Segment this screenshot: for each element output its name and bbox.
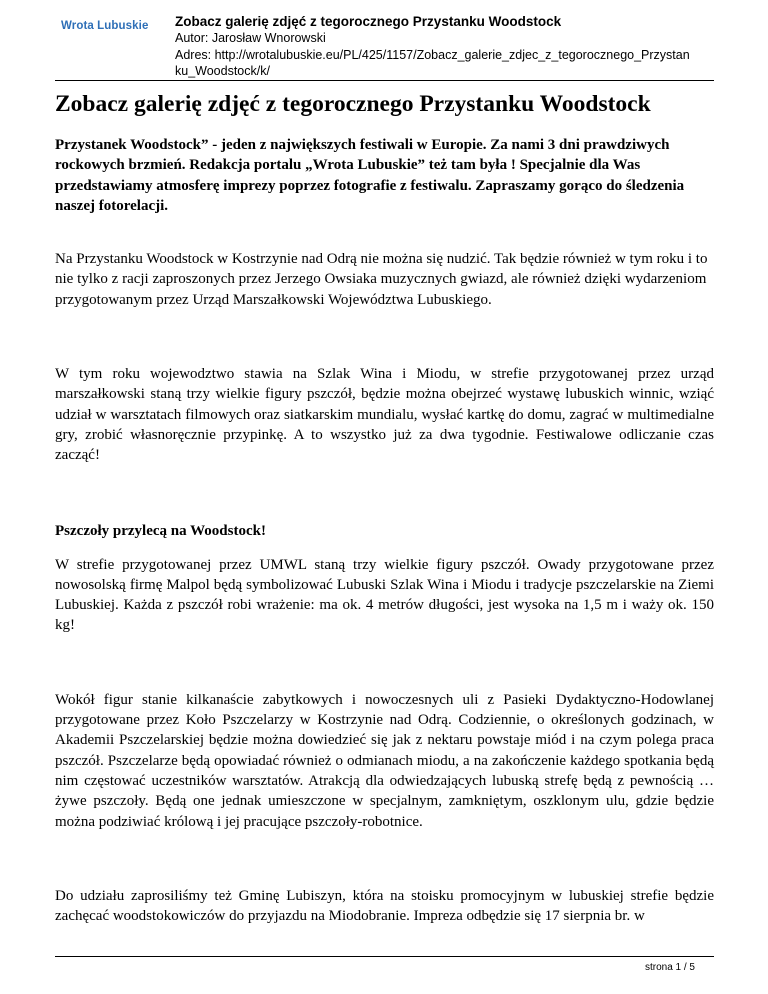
footer-divider <box>55 956 714 957</box>
page-number: strona 1 / 5 <box>644 962 695 973</box>
header-meta <box>175 13 715 80</box>
header-address-line2: ku_Woodstock/k/ <box>175 64 270 78</box>
header-address-line1: Adres: http://wrotalubuskie.eu/PL/425/1157/Zobacz_galerie_zdjec_z_tegorocznego_Przystan <box>175 47 690 62</box>
site-logo: Wrota Lubuskie <box>61 20 149 32</box>
section-subheading: Pszczoły przylecą na Woodstock! <box>55 522 266 539</box>
article-title: Zobacz galerię zdjęć z tegorocznego Przystanku Woodstock <box>55 91 651 117</box>
article-body <box>55 88 714 926</box>
paragraph-1: Na Przystanku Woodstock w Kostrzynie nad Odrą nie można się nudzić. Tak będzie również w tym roku i to nie tylko z racji zaproszonych przez Jerzego Owsiaka muzycznych gwiazd, ale również dzięki wydarzeniom przygotowanym przez Urząd Marszałkowski Województwa Lubuskiego. <box>55 251 708 308</box>
header-title: Zobacz galerię zdjęć z tegorocznego Przystanku Woodstock <box>175 14 562 29</box>
paragraph-3: W strefie przygotowanej przez UMWL staną trzy wielkie figury pszczół. Owady przygotowane przez nowosolską firmę Malpol będą symbolizować Lubuski Szlak Wina i Miodu i tradycje pszczelarskie na Ziemi Lubuskiej. Każda z pszczół robi wrażenie: ma ok. 4 metrów długości, jest wysoka na 1,5 m i waży ok. 150 kg! <box>55 556 714 634</box>
paragraph-4: Wokół figur stanie kilkanaście zabytkowych i nowoczesnych uli z Pasieki Dydaktyczno-Hodowlanej przygotowane przez Koło Pszczelarzy w Kostrzynie nad Odrą. Codziennie, o określonych godzinach, w Akademii Pszczelarskiej będzie można dowiedzieć się jak z nektaru powstaje miód i na czym polega praca pszczół. Pszczelarze będą opowiadać również o odmianach miodu, a na zakończenie każdego spotkania będą nim częstować uczestników warsztatów. Atrakcją dla odwiedzających lubuską strefę będą z pewnością … żywe pszczoły. Będą one jednak umieszczone w specjalnym, zamkniętym, oszklonym ulu, gdzie będzie można podziwiać królową i jej pracujące pszczoły-robotnice. <box>55 691 714 830</box>
paragraph-2: W tym roku wojewodztwo stawia na Szlak Wina i Miodu, w strefie przygotowanej przez urząd marszałkowski staną trzy wielkie figury pszczół, będzie można obejrzeć wystawę lubuskich winnic, wziąć udział w warsztatach filmowych oraz siatkarskim mundialu, wysłać kartkę do domu, zagrać w multimedialne gry, zrobić własnoręcznie przypinkę. A to wszystko już za dwa tygodnie. Festiwalowe odliczanie czas zacząć! <box>55 366 714 464</box>
header-author: Autor: Jarosław Wnorowski <box>175 31 326 45</box>
article-lead: Przystanek Woodstock” - jeden z największych festiwali w Europie. Za nami 3 dni prawdziwych rockowych brzmień. Redakcja portalu „Wrota Lubuskie” też tam była ! Specjalnie dla Was przedstawiamy atmosferę imprezy poprzez fotografie z festiwalu. Zapraszamy gorąco do śledzenia naszej fotorelacji. <box>55 137 685 214</box>
header-divider <box>55 80 714 81</box>
page-header <box>0 0 768 80</box>
paragraph-5: Do udziału zaprosiliśmy też Gminę Lubiszyn, która na stoisku promocyjnym w lubuskiej strefie będzie zachęcać woodstokowiczów do przyjazdu na Miodobranie. Impreza odbędzie się 17 sierpnia br. w <box>55 887 714 925</box>
